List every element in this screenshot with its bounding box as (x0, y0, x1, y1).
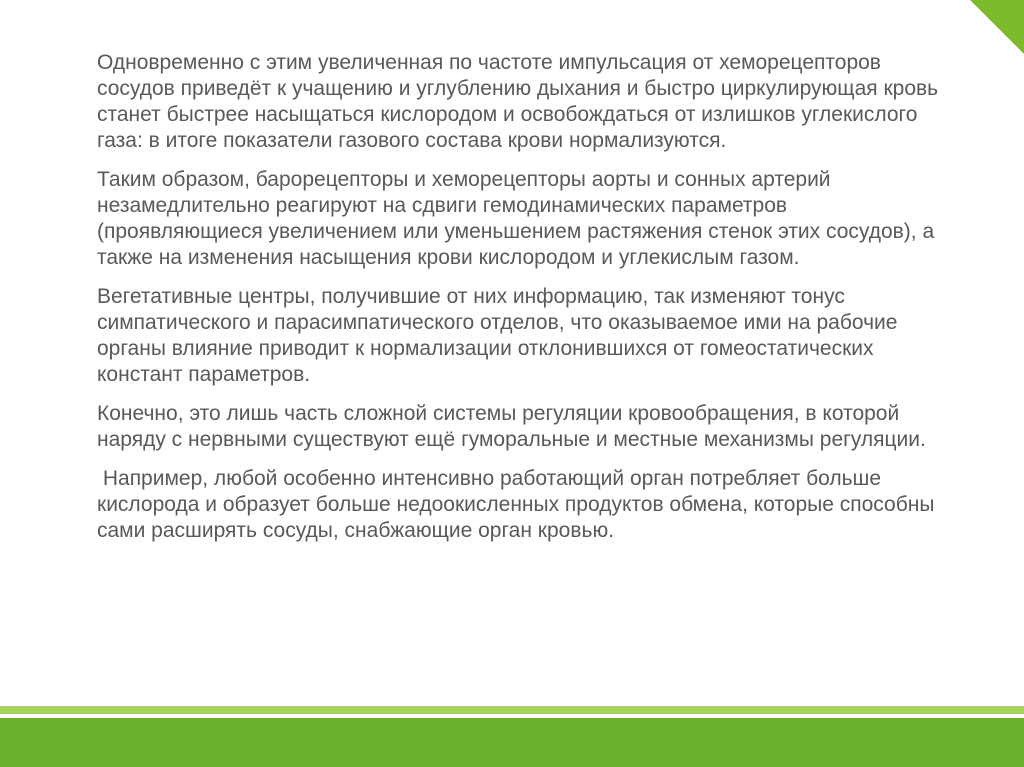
paragraph-3: Вегетативные центры, получившие от них информацию, так изменяют тонус симпатического и парасимпатического отделов, что оказываемое ими на рабочие органы влияние приводит к нормализации отклонившихся от гомеостатических констант параметров. (97, 285, 904, 386)
footer-stripe-light (0, 706, 1024, 714)
paragraph-5: Например, любой особенно интенсивно работающий орган потребляет больше кислорода и образует больше недоокисленных продуктов обмена, которые способны сами расширять сосуды, снабжающие орган кровью. (97, 467, 941, 542)
slide-text-body (97, 50, 957, 557)
paragraph-4: Конечно, это лишь часть сложной системы регуляции кровообращения, в которой наряду с нервными существуют ещё гуморальные и местные механизмы регуляции. (97, 402, 926, 451)
corner-accent (970, 0, 1024, 54)
paragraph-2: Таким образом, барорецепторы и хеморецепторы аорты и сонных артерий незамедлительно реагируют на сдвиги гемодинамических параметров (проявляющиеся увеличением или уменьшением растяжения стенок этих сосудов), а также на изменения насыщения крови кислородом и углекислым газом. (97, 168, 940, 269)
footer-band (0, 706, 1024, 767)
footer-stripe-dark (0, 718, 1024, 767)
paragraph-1: Одновременно с этим увеличенная по частоте импульсация от хеморецепторов сосудов приведёт к учащению и углублению дыхания и быстро циркулирующая кровь станет быстрее насыщаться кислородом и освобождаться от излишков углекислого газа: в итоге показатели газового состава крови нормализуются. (97, 51, 944, 152)
